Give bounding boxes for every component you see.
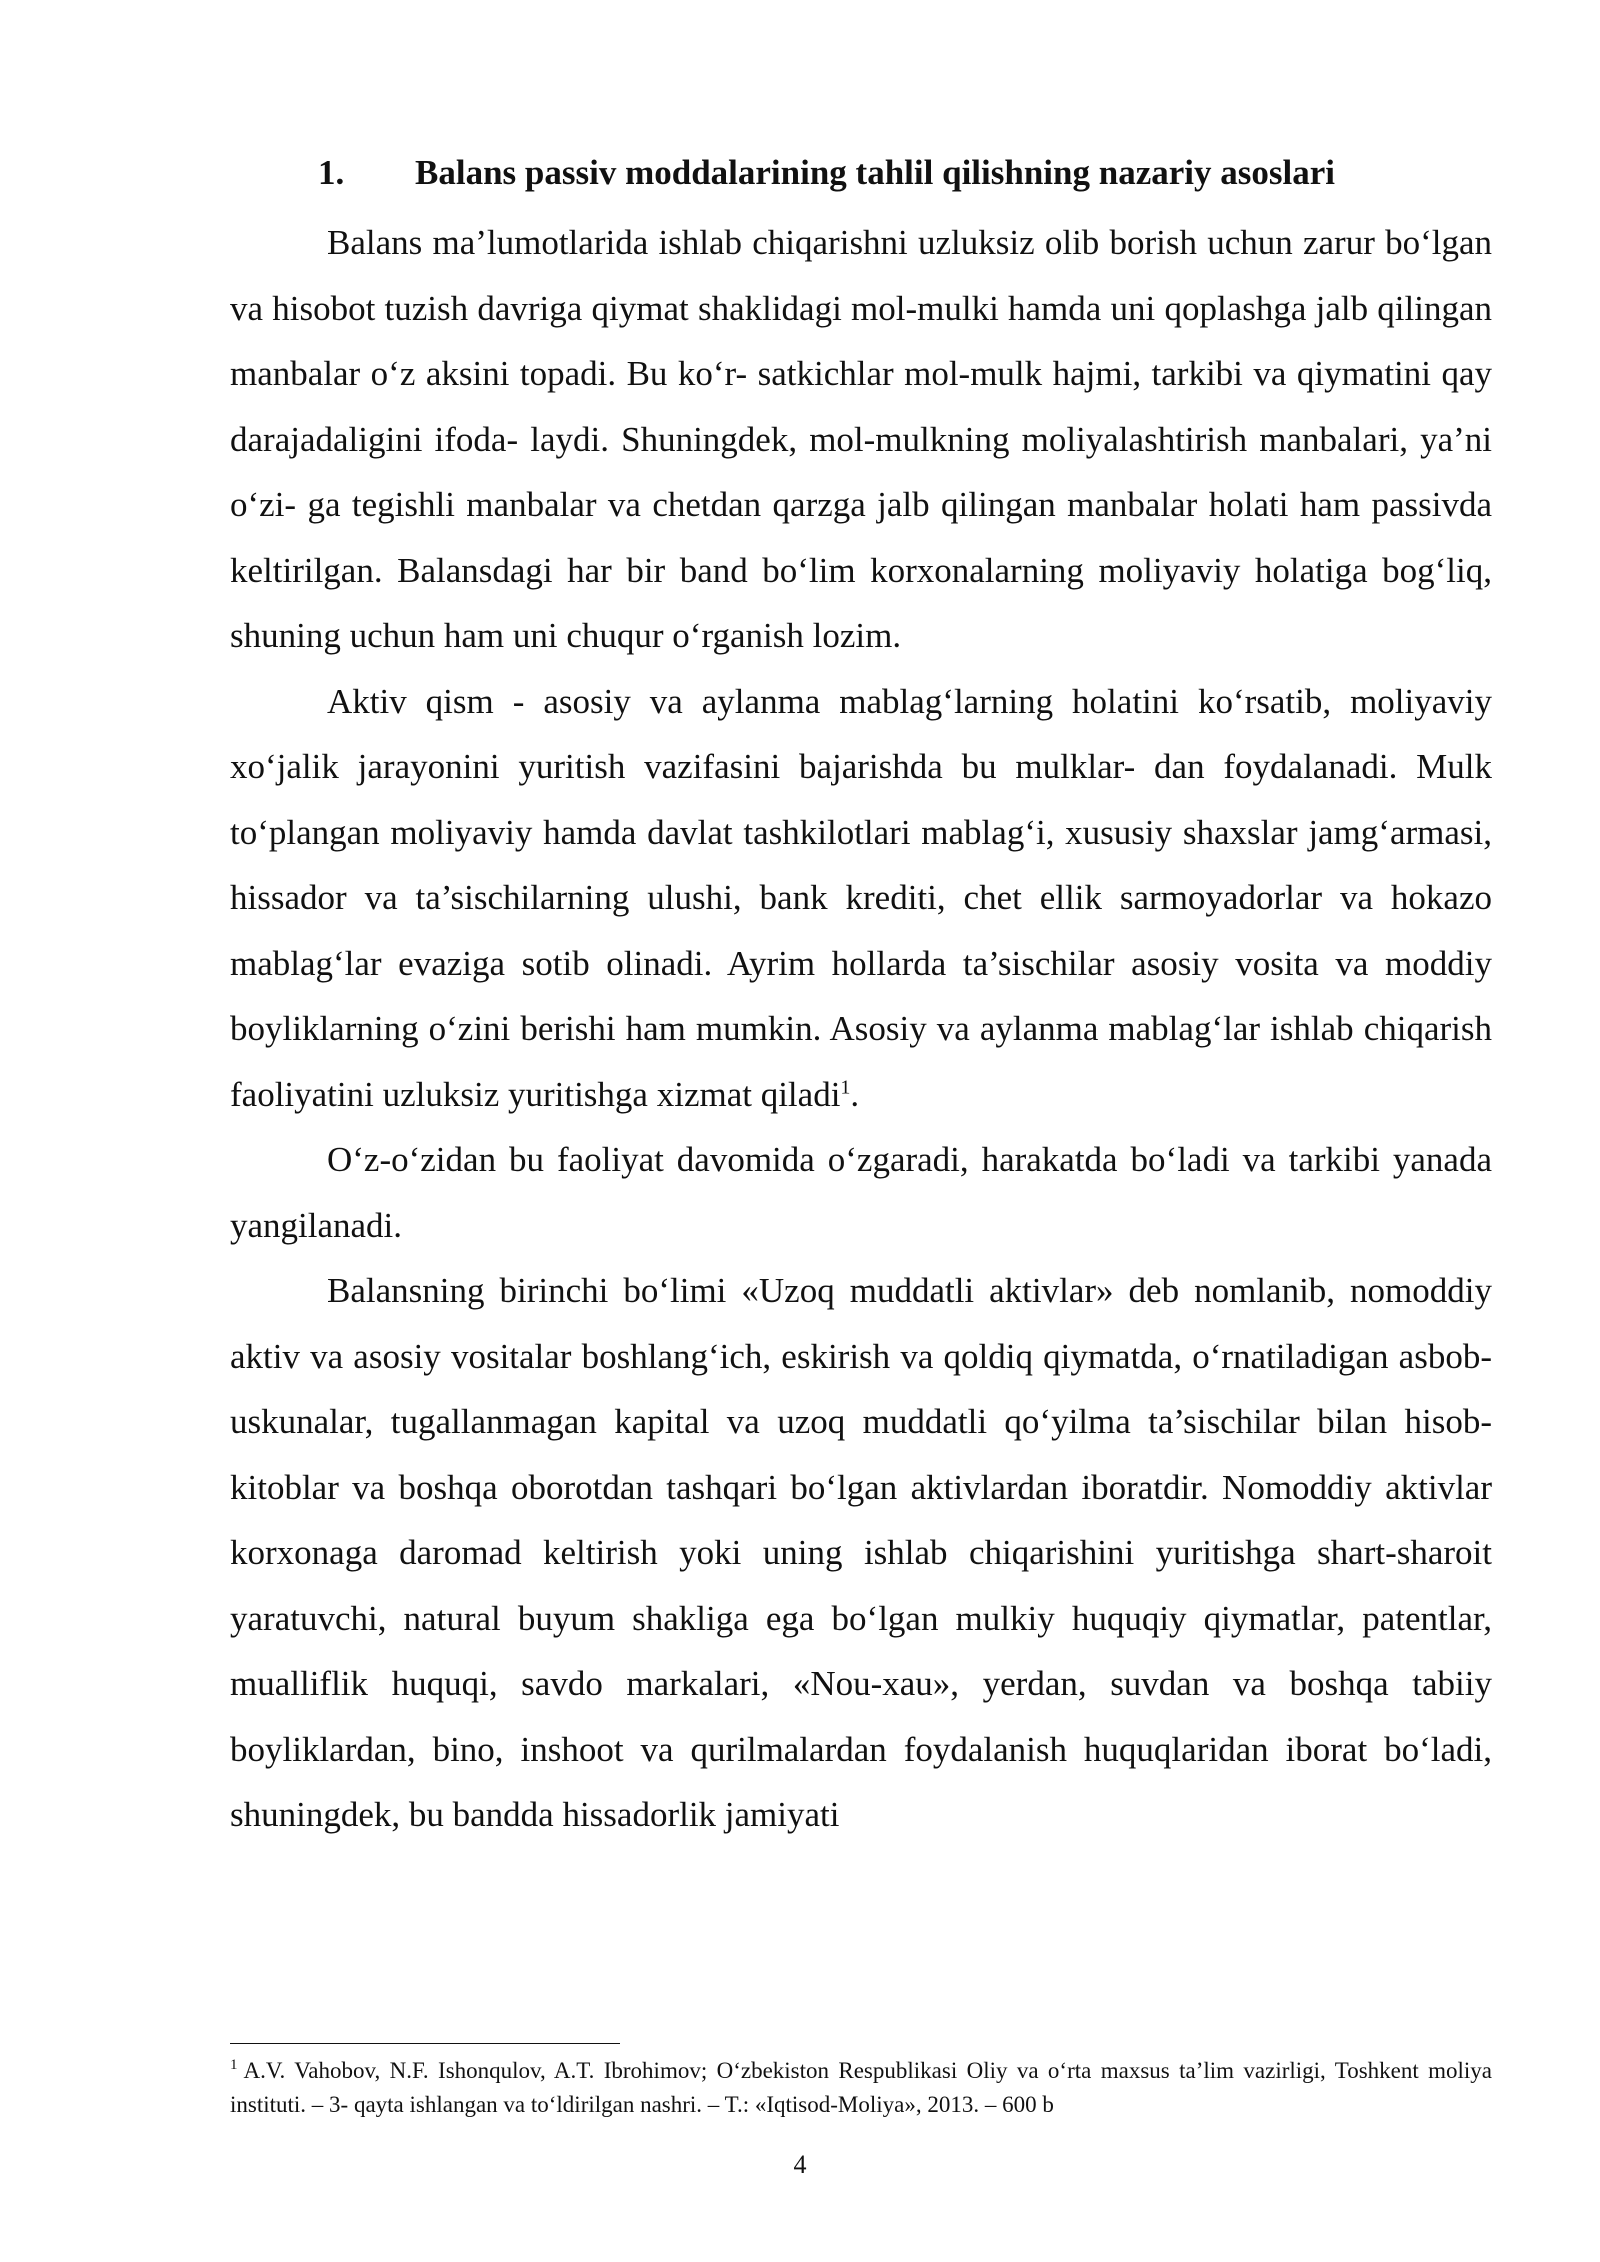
footnote-separator: [230, 2043, 620, 2044]
section-title: Balans passiv moddalarining tahlil qilishning nazariy asoslari: [415, 153, 1335, 192]
paragraph-1: Balans ma’lumotlarida ishlab chiqarishni uzluksiz olib borish uchun zarur bo‘lgan va hisobot tuzish davriga qiymat shaklidagi mol-mulki hamda uni qoplashga jalb qilingan manbalar o‘z aksini topadi. Bu ko‘r- satkichlar mol-mulk hajmi, tarkibi va qiymatini qay darajadaligini ifoda- laydi. Shuningdek, mol-mulkning moliyalashtirish manbalari, ya’ni o‘zi- ga tegishli manbalar va chetdan qarzga jalb qilingan manbalar holati ham passivda keltirilgan. Balansdagi har bir band bo‘lim korxonalarning moliyaviy holatiga bog‘liq, shuning uchun ham uni chuqur o‘rganish lozim.: [230, 223, 1492, 655]
page-number: 4: [793, 2150, 807, 2179]
paragraph-2-text: Aktiv qism - asosiy va aylanma mablag‘larning holatini ko‘rsatib, moliyaviy xo‘jalik jarayonini yuritish vazifasini bajarishda bu mulklar- dan foydalanadi. Mulk to‘plangan moliyaviy hamda davlat tashkilotlari mablag‘i, xususiy shaxslar jamg‘armasi, hissador va ta’sischilarning ulushi, bank krediti, chet ellik sarmoyadorlar va hokazo mablag‘lar evaziga sotib olinadi. Ayrim hollarda ta’sischilar asosiy vosita va moddiy boyliklarning o‘zini berishi ham mumkin. Asosiy va aylanma mablag‘lar ishlab chiqarish faoliyatini uzluksiz yuritishga xizmat qiladi: [230, 681, 1492, 1114]
footnote-reference[interactable]: 1: [840, 1075, 851, 1098]
footnote-text: A.V. Vahobov, N.F. Ishonqulov, A.T. Ibrohimov; O‘zbekiston Respublikasi Oliy va o‘rta maxsus ta’lim vazirligi, Toshkent moliya instituti. – 3- qayta ishlangan va to‘ldirilgan nashri. – T.: «Iqtisod-Moliya», 2013. – 600 b: [230, 2058, 1492, 2117]
paragraph-2: [230, 669, 1492, 1128]
paragraph-2-tail: .: [850, 1074, 860, 1114]
footnote-mark: 1: [230, 2057, 238, 2074]
section-heading: [230, 148, 1492, 198]
paragraph-3: O‘z-o‘zidan bu faoliyat davomida o‘zgaradi, harakatda bo‘ladi va tarkibi yanada yangilanadi.: [230, 1140, 1492, 1245]
section-number: 1.: [318, 153, 345, 192]
document-page: [230, 148, 1492, 1848]
footnote: [230, 2054, 1492, 2122]
paragraph-4: Balansning birinchi bo‘limi «Uzoq muddatli aktivlar» deb nomlanib, nomoddiy aktiv va asosiy vositalar boshlang‘ich, eskirish va qoldiq qiymatda, o‘rnatiladigan asbob-uskunalar, tugallanmagan kapital va uzoq muddatli qo‘yilma ta’sischilar bilan hisob-kitoblar va boshqa oborotdan tashqari bo‘lgan aktivlardan iboratdir. Nomoddiy aktivlar korxonaga daromad keltirish yoki uning ishlab chiqarishini yuritishga shart-sharoit yaratuvchi, natural buyum shakliga ega bo‘lgan mulkiy huquqiy qiymatlar, patentlar, mualliflik huquqi, savdo markalari, «Nou-xau», yerdan, suvdan va boshqa tabiiy boyliklardan, bino, inshoot va qurilmalardan foydalanish huquqlaridan iborat bo‘ladi, shuningdek, bu bandda hissadorlik jamiyati: [230, 1271, 1492, 1834]
